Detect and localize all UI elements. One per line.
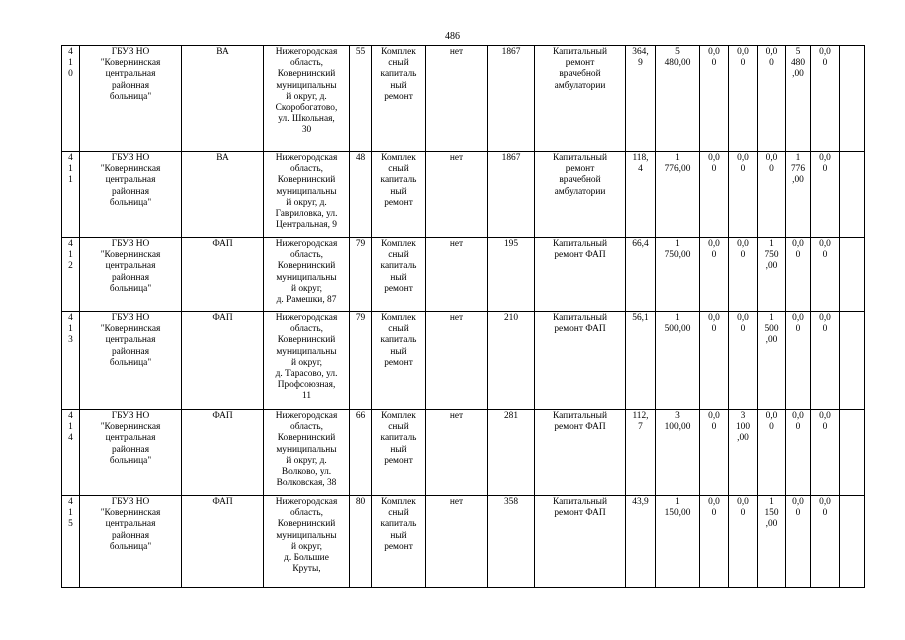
amount-col-15-cell <box>786 312 811 410</box>
table-row <box>62 152 865 238</box>
amount-col-14: 1 750 ,00 <box>764 239 779 272</box>
value-col-5: 66 <box>355 411 366 421</box>
area-value-cell <box>626 312 656 410</box>
amount-col-12-cell <box>700 46 729 152</box>
facility-type: ФАП <box>212 411 233 421</box>
row-number-cell <box>62 312 80 410</box>
value-col-7: нет <box>449 497 464 507</box>
value-col-5: 79 <box>355 239 366 249</box>
area-value: 118, 4 <box>632 153 649 175</box>
organization-name: ГБУЗ НО "Ковернинская центральная районная больница" <box>100 497 161 552</box>
area-value-cell <box>626 238 656 312</box>
amount-col-12-cell <box>700 410 729 496</box>
amount-col-16-cell <box>811 410 840 496</box>
amount-col-15-cell <box>786 46 811 152</box>
amount-col-17 <box>840 410 864 411</box>
amount-col-12-cell <box>700 496 729 588</box>
amount-col-12: 0,0 0 <box>708 47 720 69</box>
amount-col-17-cell <box>840 238 865 312</box>
table-row <box>62 410 865 496</box>
work-type-cell <box>372 46 426 152</box>
amount-col-15-cell <box>786 496 811 588</box>
amount-col-14: 0,0 0 <box>765 153 778 175</box>
value-col-5-cell <box>350 46 372 152</box>
total-cost-cell <box>656 312 700 410</box>
organization-name-cell <box>80 312 182 410</box>
amount-col-17 <box>840 312 864 313</box>
value-col-5-cell <box>350 496 372 588</box>
amount-col-14-cell <box>758 496 786 588</box>
facility-type: ВА <box>216 153 229 163</box>
amount-col-13: 0,0 0 <box>737 497 749 519</box>
facility-address: Нижегородская область, Ковернинский муниципальны й округ, д. Гавриловка, ул. Центральная, 9 <box>275 153 338 231</box>
area-value: 364, 9 <box>632 47 649 69</box>
row-number-cell <box>62 410 80 496</box>
organization-name-cell <box>80 152 182 238</box>
amount-col-17 <box>840 238 864 239</box>
amount-col-13: 0,0 0 <box>737 47 749 69</box>
value-col-5: 80 <box>355 497 366 507</box>
amount-col-16-cell <box>811 46 840 152</box>
row-number-cell <box>62 46 80 152</box>
value-col-8-cell <box>488 312 535 410</box>
value-col-7-cell <box>426 238 488 312</box>
work-type: Комплек сный капиталь ный ремонт <box>380 239 417 294</box>
value-col-7-cell <box>426 152 488 238</box>
amount-col-17-cell <box>840 46 865 152</box>
value-col-8: 1867 <box>501 47 521 57</box>
amount-col-14-cell <box>758 152 786 238</box>
activity-name-cell <box>535 238 626 312</box>
work-type-cell <box>372 410 426 496</box>
facility-address: Нижегородская область, Ковернинский муниципальны й округ, д. Тарасово, ул. Профсоюзная, 11 <box>275 313 338 402</box>
amount-col-13-cell <box>729 312 758 410</box>
work-type-cell <box>372 496 426 588</box>
table-row <box>62 312 865 410</box>
facility-address-cell <box>264 312 350 410</box>
facility-address-cell <box>264 496 350 588</box>
activity-name: Капитальный ремонт ФАП <box>553 497 607 519</box>
work-type: Комплек сный капиталь ный ремонт <box>380 411 417 466</box>
value-col-7: нет <box>449 47 464 57</box>
total-cost: 5 480,00 <box>664 47 691 69</box>
row-number-cell <box>62 238 80 312</box>
amount-col-14-cell <box>758 410 786 496</box>
amount-col-15-cell <box>786 238 811 312</box>
row-number-cell <box>62 152 80 238</box>
amount-col-14: 0,0 0 <box>765 47 778 69</box>
amount-col-16: 0,0 0 <box>819 313 831 335</box>
amount-col-16: 0,0 0 <box>819 47 831 69</box>
amount-col-13-cell <box>729 46 758 152</box>
facility-address: Нижегородская область, Ковернинский муниципальны й округ, д. Рамешки, 87 <box>275 239 338 306</box>
total-cost: 1 150,00 <box>664 497 691 519</box>
amount-col-12-cell <box>700 152 729 238</box>
row-number: 4 1 1 <box>68 153 73 186</box>
amount-col-15: 5 480 ,00 <box>790 47 806 80</box>
total-cost: 1 776,00 <box>664 153 691 175</box>
amount-col-15: 0,0 0 <box>792 239 804 261</box>
area-value: 43,9 <box>632 497 649 507</box>
activity-name: Капитальный ремонт ФАП <box>553 313 607 335</box>
area-value: 56,1 <box>632 313 649 323</box>
area-value-cell <box>626 496 656 588</box>
work-type: Комплек сный капиталь ный ремонт <box>380 153 417 208</box>
facility-type-cell <box>182 312 264 410</box>
amount-col-13-cell <box>729 152 758 238</box>
organization-name-cell <box>80 496 182 588</box>
amount-col-17 <box>840 152 864 153</box>
work-type: Комплек сный капиталь ный ремонт <box>380 313 417 368</box>
row-number: 4 1 0 <box>68 47 73 80</box>
value-col-8: 210 <box>503 313 519 323</box>
amount-col-15: 0,0 0 <box>792 313 804 335</box>
work-type: Комплек сный капиталь ный ремонт <box>380 47 417 102</box>
amount-col-16-cell <box>811 152 840 238</box>
value-col-7: нет <box>449 313 464 323</box>
activity-name: Капитальный ремонт врачебной амбулатории <box>553 153 607 197</box>
value-col-8-cell <box>488 410 535 496</box>
facility-type-cell <box>182 410 264 496</box>
facility-type-cell <box>182 496 264 588</box>
amount-col-16: 0,0 0 <box>819 411 831 433</box>
total-cost: 1 500,00 <box>664 313 691 335</box>
organization-name-cell <box>80 410 182 496</box>
organization-name-cell <box>80 46 182 152</box>
total-cost-cell <box>656 496 700 588</box>
activity-name: Капитальный ремонт врачебной амбулатории <box>553 47 607 91</box>
table-row <box>62 496 865 588</box>
value-col-7-cell <box>426 496 488 588</box>
total-cost: 1 750,00 <box>664 239 691 261</box>
value-col-5: 55 <box>355 47 366 57</box>
amount-col-15-cell <box>786 410 811 496</box>
value-col-5: 48 <box>355 153 366 163</box>
work-type-cell <box>372 238 426 312</box>
row-number: 4 1 3 <box>68 313 73 346</box>
amount-col-14-cell <box>758 238 786 312</box>
organization-name: ГБУЗ НО "Ковернинская центральная районная больница" <box>100 47 161 102</box>
value-col-5: 79 <box>355 313 366 323</box>
value-col-7-cell <box>426 46 488 152</box>
row-number-cell <box>62 496 80 588</box>
amount-col-12: 0,0 0 <box>708 411 720 433</box>
amount-col-14-cell <box>758 46 786 152</box>
amount-col-17 <box>840 46 864 47</box>
work-type: Комплек сный капиталь ный ремонт <box>380 497 417 552</box>
facility-type: ФАП <box>212 313 233 323</box>
value-col-7: нет <box>449 411 464 421</box>
facility-type-cell <box>182 46 264 152</box>
organization-name: ГБУЗ НО "Ковернинская центральная районная больница" <box>100 239 161 294</box>
activity-name-cell <box>535 152 626 238</box>
facility-address-cell <box>264 152 350 238</box>
amount-col-16: 0,0 0 <box>819 239 831 261</box>
amount-col-12: 0,0 0 <box>708 497 720 519</box>
amount-col-15: 1 776 ,00 <box>790 153 806 186</box>
amount-col-13-cell <box>729 238 758 312</box>
value-col-5-cell <box>350 152 372 238</box>
organization-name: ГБУЗ НО "Ковернинская центральная районная больница" <box>100 411 161 466</box>
organization-name: ГБУЗ НО "Ковернинская центральная районная больница" <box>100 313 161 368</box>
facility-address: Нижегородская область, Ковернинский муниципальны й округ, д. Большие Круты, <box>275 497 338 575</box>
amount-col-17-cell <box>840 152 865 238</box>
amount-col-12: 0,0 0 <box>708 239 720 261</box>
amount-col-15: 0,0 0 <box>792 497 804 519</box>
amount-col-12: 0,0 0 <box>708 153 720 175</box>
amount-col-14: 1 150 ,00 <box>764 497 779 530</box>
total-cost: 3 100,00 <box>664 411 691 433</box>
row-number: 4 1 2 <box>68 239 73 272</box>
amount-col-13: 0,0 0 <box>737 153 749 175</box>
row-number: 4 1 5 <box>68 497 73 530</box>
organization-name-cell <box>80 238 182 312</box>
amount-col-16: 0,0 0 <box>819 497 831 519</box>
page-number: 486 <box>445 31 460 42</box>
total-cost-cell <box>656 238 700 312</box>
amount-col-16-cell <box>811 238 840 312</box>
amount-col-13: 3 100 ,00 <box>735 411 751 444</box>
amount-col-14-cell <box>758 312 786 410</box>
value-col-8: 281 <box>503 411 519 421</box>
value-col-5-cell <box>350 238 372 312</box>
value-col-7: нет <box>449 153 464 163</box>
amount-col-16-cell <box>811 312 840 410</box>
activity-name-cell <box>535 410 626 496</box>
amount-col-13: 0,0 0 <box>737 313 749 335</box>
activity-name-cell <box>535 496 626 588</box>
total-cost-cell <box>656 152 700 238</box>
facility-type-cell <box>182 152 264 238</box>
amount-col-13-cell <box>729 496 758 588</box>
row-number: 4 1 4 <box>68 411 73 444</box>
value-col-8-cell <box>488 152 535 238</box>
amount-col-17-cell <box>840 312 865 410</box>
value-col-7: нет <box>449 239 464 249</box>
area-value-cell <box>626 152 656 238</box>
organization-name: ГБУЗ НО "Ковернинская центральная районная больница" <box>100 153 161 208</box>
activity-name-cell <box>535 312 626 410</box>
area-value-cell <box>626 46 656 152</box>
table-row <box>62 46 865 152</box>
facility-type: ВА <box>216 47 229 57</box>
total-cost-cell <box>656 410 700 496</box>
amount-col-17-cell <box>840 496 865 588</box>
amount-col-17-cell <box>840 410 865 496</box>
value-col-5-cell <box>350 312 372 410</box>
facility-type: ФАП <box>212 497 233 507</box>
amount-col-16: 0,0 0 <box>819 153 831 175</box>
facility-type: ФАП <box>212 239 233 249</box>
facility-type-cell <box>182 238 264 312</box>
facility-address-cell <box>264 46 350 152</box>
amount-col-13: 0,0 0 <box>737 239 749 261</box>
amount-col-15-cell <box>786 152 811 238</box>
table-row <box>62 238 865 312</box>
amount-col-15: 0,0 0 <box>792 411 804 433</box>
area-value-cell <box>626 410 656 496</box>
value-col-7-cell <box>426 410 488 496</box>
facility-address: Нижегородская область, Ковернинский муниципальны й округ, д. Волково, ул. Волковская, 38 <box>275 411 338 489</box>
activity-name: Капитальный ремонт ФАП <box>553 411 607 433</box>
amount-col-12-cell <box>700 312 729 410</box>
amount-col-13-cell <box>729 410 758 496</box>
activity-name-cell <box>535 46 626 152</box>
amount-col-17 <box>840 496 864 497</box>
amount-col-14: 1 500 ,00 <box>764 313 779 346</box>
activity-name: Капитальный ремонт ФАП <box>553 239 607 261</box>
value-col-8: 195 <box>503 239 519 249</box>
value-col-5-cell <box>350 410 372 496</box>
total-cost-cell <box>656 46 700 152</box>
amount-col-14: 0,0 0 <box>765 411 778 433</box>
work-type-cell <box>372 152 426 238</box>
facility-address-cell <box>264 238 350 312</box>
facility-address-cell <box>264 410 350 496</box>
value-col-8-cell <box>488 496 535 588</box>
value-col-8: 1867 <box>501 153 521 163</box>
amount-col-16-cell <box>811 496 840 588</box>
capital-repair-table <box>61 45 865 588</box>
amount-col-12-cell <box>700 238 729 312</box>
work-type-cell <box>372 312 426 410</box>
facility-address: Нижегородская область, Ковернинский муниципальны й округ, д. Скоробогатово, ул. Школьная, 30 <box>275 47 338 136</box>
area-value: 112, 7 <box>632 411 649 433</box>
value-col-8: 358 <box>503 497 519 507</box>
value-col-8-cell <box>488 46 535 152</box>
value-col-7-cell <box>426 312 488 410</box>
area-value: 66,4 <box>632 239 649 249</box>
amount-col-12: 0,0 0 <box>708 313 720 335</box>
value-col-8-cell <box>488 238 535 312</box>
